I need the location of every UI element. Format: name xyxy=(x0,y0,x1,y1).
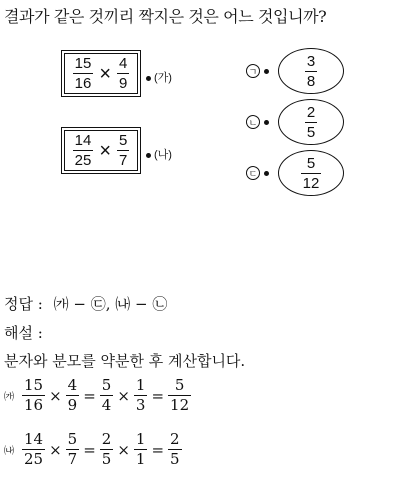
denominator: 16 xyxy=(74,75,92,92)
times-sign: × xyxy=(99,62,112,85)
expression-na-label xyxy=(146,146,172,162)
equals-sign: = xyxy=(83,386,96,405)
denominator: 25 xyxy=(74,152,92,169)
fraction xyxy=(100,432,114,467)
question-text: 결과가 같은 것끼리 짝지은 것은 어느 것입니까? xyxy=(4,7,327,26)
denominator: 8 xyxy=(306,72,316,90)
fraction xyxy=(134,432,148,467)
numerator: 5 xyxy=(67,430,78,448)
denominator: 5 xyxy=(170,450,180,468)
numerator: 2 xyxy=(306,103,316,121)
equals-sign: = xyxy=(83,440,96,459)
matching-figure xyxy=(0,0,400,230)
circled-letter-icon: ㄱ xyxy=(246,64,260,78)
fraction xyxy=(305,54,317,89)
fraction xyxy=(66,432,80,467)
fraction xyxy=(100,378,114,413)
label-text: (나) xyxy=(154,149,172,161)
dot-icon xyxy=(264,171,269,176)
fraction xyxy=(305,105,317,140)
numerator: 15 xyxy=(74,55,92,72)
denominator: 3 xyxy=(135,396,146,414)
answer-value: ㈎ − ㉢, ㈏ − ㉡ xyxy=(53,295,168,313)
numerator: 4 xyxy=(67,376,78,394)
dot-icon xyxy=(146,76,151,81)
row-tag: ㈏ xyxy=(4,446,14,457)
equals-sign: = xyxy=(151,386,165,405)
numerator: 2 xyxy=(170,430,180,448)
numerator: 5 xyxy=(119,132,128,149)
denominator: 1 xyxy=(135,450,146,468)
answer-ellipse-nieun xyxy=(278,99,344,145)
fraction xyxy=(22,378,45,413)
fraction xyxy=(22,432,45,467)
times-sign: × xyxy=(49,440,62,459)
answer-mark-nieun xyxy=(246,115,272,129)
times-sign: × xyxy=(117,386,130,405)
numerator: 2 xyxy=(101,430,112,448)
row-tag: ㈎ xyxy=(4,392,14,403)
denominator: 7 xyxy=(67,450,78,468)
answer-mark-giyeok xyxy=(246,64,272,78)
numerator: 5 xyxy=(306,154,316,172)
denominator: 16 xyxy=(24,396,44,414)
denominator: 12 xyxy=(170,396,190,414)
times-sign: × xyxy=(117,440,130,459)
dot-icon xyxy=(146,153,151,158)
circled-letter-icon: ㄷ xyxy=(246,166,260,180)
fraction xyxy=(301,156,322,191)
answer-ellipse-digeut xyxy=(278,150,344,196)
numerator: 5 xyxy=(174,376,185,394)
numerator: 5 xyxy=(101,376,112,394)
dot-icon xyxy=(264,69,269,74)
circled-letter-icon: ㄴ xyxy=(246,115,260,129)
explanation-label: 해설 : xyxy=(4,324,43,342)
times-sign: × xyxy=(99,139,112,162)
dot-icon xyxy=(264,120,269,125)
numerator: 15 xyxy=(24,376,44,394)
numerator: 1 xyxy=(135,430,146,448)
denominator: 5 xyxy=(101,450,112,468)
numerator: 14 xyxy=(74,132,92,149)
solution-row-ga xyxy=(4,378,193,413)
numerator: 4 xyxy=(119,55,128,72)
numerator: 3 xyxy=(306,52,316,70)
expression-ga-label xyxy=(146,69,172,85)
answer-line xyxy=(4,293,167,314)
numerator: 14 xyxy=(24,430,44,448)
fraction xyxy=(66,378,80,413)
expression-na-frame xyxy=(64,130,138,171)
denominator: 7 xyxy=(119,152,128,169)
answer-mark-digeut xyxy=(246,166,272,180)
expression-ga-frame xyxy=(64,53,138,94)
explanation-text: 분자와 분모를 약분한 후 계산합니다. xyxy=(4,352,246,370)
fraction xyxy=(134,378,148,413)
fraction xyxy=(168,432,182,467)
numerator: 1 xyxy=(135,376,146,394)
solution-row-na xyxy=(4,432,184,467)
fraction xyxy=(168,378,191,413)
times-sign: × xyxy=(49,386,62,405)
denominator: 12 xyxy=(302,174,320,192)
label-text: (가) xyxy=(154,72,172,84)
answer-label: 정답 : xyxy=(4,295,43,313)
equals-sign: = xyxy=(151,440,165,459)
denominator: 25 xyxy=(24,450,44,468)
answer-ellipse-giyeok xyxy=(278,48,344,94)
denominator: 4 xyxy=(101,396,112,414)
denominator: 9 xyxy=(119,75,128,92)
denominator: 5 xyxy=(306,123,316,141)
denominator: 9 xyxy=(67,396,78,414)
